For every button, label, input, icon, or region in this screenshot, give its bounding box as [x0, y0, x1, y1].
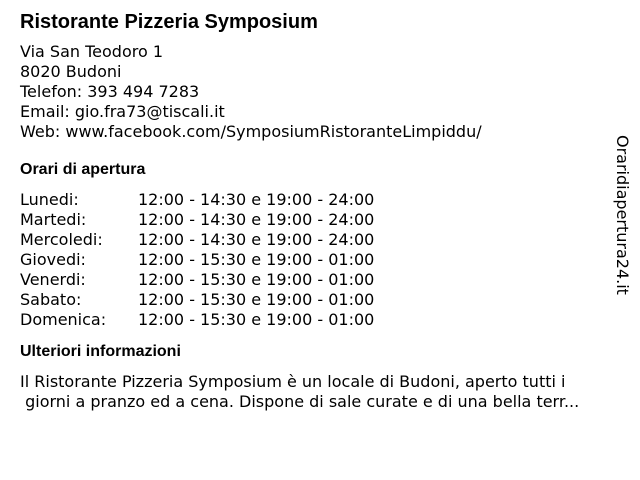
hours-time: 12:00 - 14:30 e 19:00 - 24:00	[138, 210, 375, 229]
hours-time: 12:00 - 15:30 e 19:00 - 01:00	[138, 310, 375, 329]
address-street: Via San Teodoro 1	[20, 42, 164, 61]
hours-table	[20, 190, 610, 330]
brand-watermark: Oraridiapertura24.it	[613, 135, 632, 295]
hours-row	[20, 210, 610, 230]
email-line: Email: gio.fra73@tiscali.it	[20, 102, 225, 121]
hours-day: Domenica:	[20, 310, 107, 329]
info-line-2: giorni a pranzo ed a cena. Dispone di sale curate e di una bella terr...	[20, 392, 580, 411]
hours-time: 12:00 - 14:30 e 19:00 - 24:00	[138, 230, 375, 249]
hours-day: Sabato:	[20, 290, 82, 309]
hours-row	[20, 190, 610, 210]
phone-line: Telefon: 393 494 7283	[20, 82, 200, 101]
hours-day: Lunedi:	[20, 190, 79, 209]
hours-time: 12:00 - 15:30 e 19:00 - 01:00	[138, 270, 375, 289]
hours-day: Venerdi:	[20, 270, 86, 289]
hours-time: 12:00 - 14:30 e 19:00 - 24:00	[138, 190, 375, 209]
info-description	[20, 372, 630, 412]
contact-block	[20, 42, 610, 142]
hours-row	[20, 270, 610, 290]
hours-row	[20, 290, 610, 310]
hours-day: Mercoledi:	[20, 230, 103, 249]
info-heading: Ulteriori informazioni	[20, 343, 181, 360]
hours-row	[20, 230, 610, 250]
business-card	[20, 10, 610, 412]
info-line-1: Il Ristorante Pizzeria Symposium è un locale di Budoni, aperto tutti i	[20, 372, 566, 391]
hours-time: 12:00 - 15:30 e 19:00 - 01:00	[138, 250, 375, 269]
hours-row	[20, 310, 610, 330]
hours-time: 12:00 - 15:30 e 19:00 - 01:00	[138, 290, 375, 309]
hours-row	[20, 250, 610, 270]
web-line: Web: www.facebook.com/SymposiumRistoranteLimpiddu/	[20, 122, 482, 141]
business-name: Ristorante Pizzeria Symposium	[20, 11, 318, 33]
hours-day: Giovedi:	[20, 250, 86, 269]
address-city: 8020 Budoni	[20, 62, 122, 81]
hours-heading: Orari di apertura	[20, 161, 146, 178]
hours-day: Martedi:	[20, 210, 87, 229]
